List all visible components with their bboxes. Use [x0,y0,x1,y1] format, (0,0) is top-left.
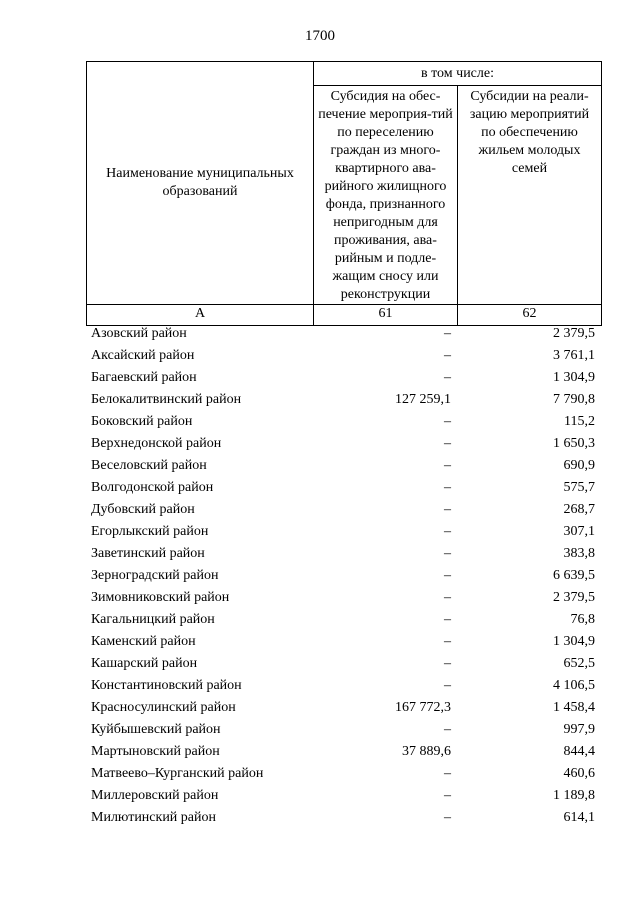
row-name: Аксайский район [91,348,195,363]
table-row [86,433,601,455]
header-name-label: Наименование муниципальных образований [106,166,294,199]
row-name: Константиновский район [91,678,242,693]
row-value-62: 997,9 [563,722,595,737]
row-value-62: 383,8 [563,546,595,561]
table-row [86,741,601,763]
row-value-62: 460,6 [563,766,595,781]
row-value-62: 844,4 [563,744,595,759]
row-value-61: – [444,656,451,671]
row-value-62: 575,7 [563,480,595,495]
table-row [86,389,601,411]
row-name: Азовский район [91,326,187,341]
row-value-61: – [444,766,451,781]
row-value-62: 76,8 [570,612,595,627]
row-name: Волгодонской район [91,480,214,495]
row-name: Милютинский район [91,810,217,825]
row-value-62: 690,9 [563,458,595,473]
header-group-cell [314,62,602,86]
header-col61-label: Субсидия на обес-печение мероприя-тий по переселению граждан из много-квартирного ава-рийного жилищного фонда, признанного непригодным для проживания, ава-рийным и подле-жащим сносу или реконструкции [318,89,453,302]
row-value-61: – [444,370,451,385]
row-value-61: – [444,480,451,495]
row-name: Багаевский район [91,370,197,385]
row-value-62: 1 458,4 [553,700,595,715]
row-name: Верхнедонской район [91,436,222,451]
row-name: Боковский район [91,414,193,429]
table-row [86,697,601,719]
row-value-62: 7 790,8 [553,392,595,407]
row-value-61: – [444,502,451,517]
table-row [86,653,601,675]
row-value-61: – [444,590,451,605]
row-name: Мартыновский район [91,744,220,759]
table-row [86,675,601,697]
table-row [86,587,601,609]
row-value-61: – [444,458,451,473]
table-row [86,521,601,543]
header-col62-label: Субсидии на реали-зацию мероприятий по обеспечению жильем молодых семей [469,89,590,176]
table-row [86,367,601,389]
row-value-62: 6 639,5 [553,568,595,583]
row-value-61: – [444,678,451,693]
row-value-61: 167 772,3 [395,700,451,715]
row-value-62: 3 761,1 [553,348,595,363]
header-name-cell [87,62,314,305]
table-row [86,323,601,345]
row-name: Куйбышевский район [91,722,221,737]
row-value-62: 268,7 [563,502,595,517]
table-row [86,455,601,477]
row-value-62: 2 379,5 [553,590,595,605]
header-group-label: в том числе: [421,66,494,81]
index-name-cell: А [87,305,314,326]
index-62-cell: 62 [458,305,602,326]
table-row [86,719,601,741]
row-value-62: 652,5 [563,656,595,671]
table-row [86,477,601,499]
row-value-61: – [444,348,451,363]
table-row [86,543,601,565]
table-row [86,345,601,367]
row-value-61: – [444,810,451,825]
row-value-61: – [444,436,451,451]
row-value-62: 614,1 [563,810,595,825]
row-name: Зимовниковский район [91,590,230,605]
row-value-62: 2 379,5 [553,326,595,341]
row-value-62: 1 189,8 [553,788,595,803]
table-row [86,807,601,829]
row-value-61: 37 889,6 [402,744,451,759]
table-row [86,565,601,587]
row-name: Красносулинский район [91,700,236,715]
table-row [86,411,601,433]
row-value-61: – [444,414,451,429]
row-name: Кашарский район [91,656,198,671]
row-name: Егорлыкский район [91,524,209,539]
row-name: Дубовский район [91,502,195,517]
row-value-61: – [444,612,451,627]
row-value-61: – [444,326,451,341]
row-value-62: 1 650,3 [553,436,595,451]
row-name: Заветинский район [91,546,205,561]
row-value-62: 307,1 [563,524,595,539]
row-value-61: – [444,722,451,737]
row-name: Веселовский район [91,458,207,473]
table-row [86,499,601,521]
row-name: Миллеровский район [91,788,219,803]
header-col62-cell [458,86,602,305]
table-header [86,61,602,326]
row-value-61: 127 259,1 [395,392,451,407]
row-name: Каменский район [91,634,196,649]
row-name: Зерноградский район [91,568,219,583]
row-value-62: 4 106,5 [553,678,595,693]
row-value-61: – [444,634,451,649]
page-number: 1700 [305,28,335,44]
table-row [86,785,601,807]
row-value-61: – [444,788,451,803]
row-value-62: 1 304,9 [553,370,595,385]
row-name: Кагальницкий район [91,612,215,627]
row-value-62: 115,2 [564,414,595,429]
row-value-61: – [444,568,451,583]
table-row [86,763,601,785]
row-name: Матвеево–Курганский район [91,766,264,781]
index-61-cell: 61 [314,305,458,326]
header-col61-cell [314,86,458,305]
table-body [86,323,601,829]
row-value-62: 1 304,9 [553,634,595,649]
table-row [86,631,601,653]
table-row [86,609,601,631]
row-name: Белокалитвинский район [91,392,242,407]
row-value-61: – [444,524,451,539]
row-value-61: – [444,546,451,561]
